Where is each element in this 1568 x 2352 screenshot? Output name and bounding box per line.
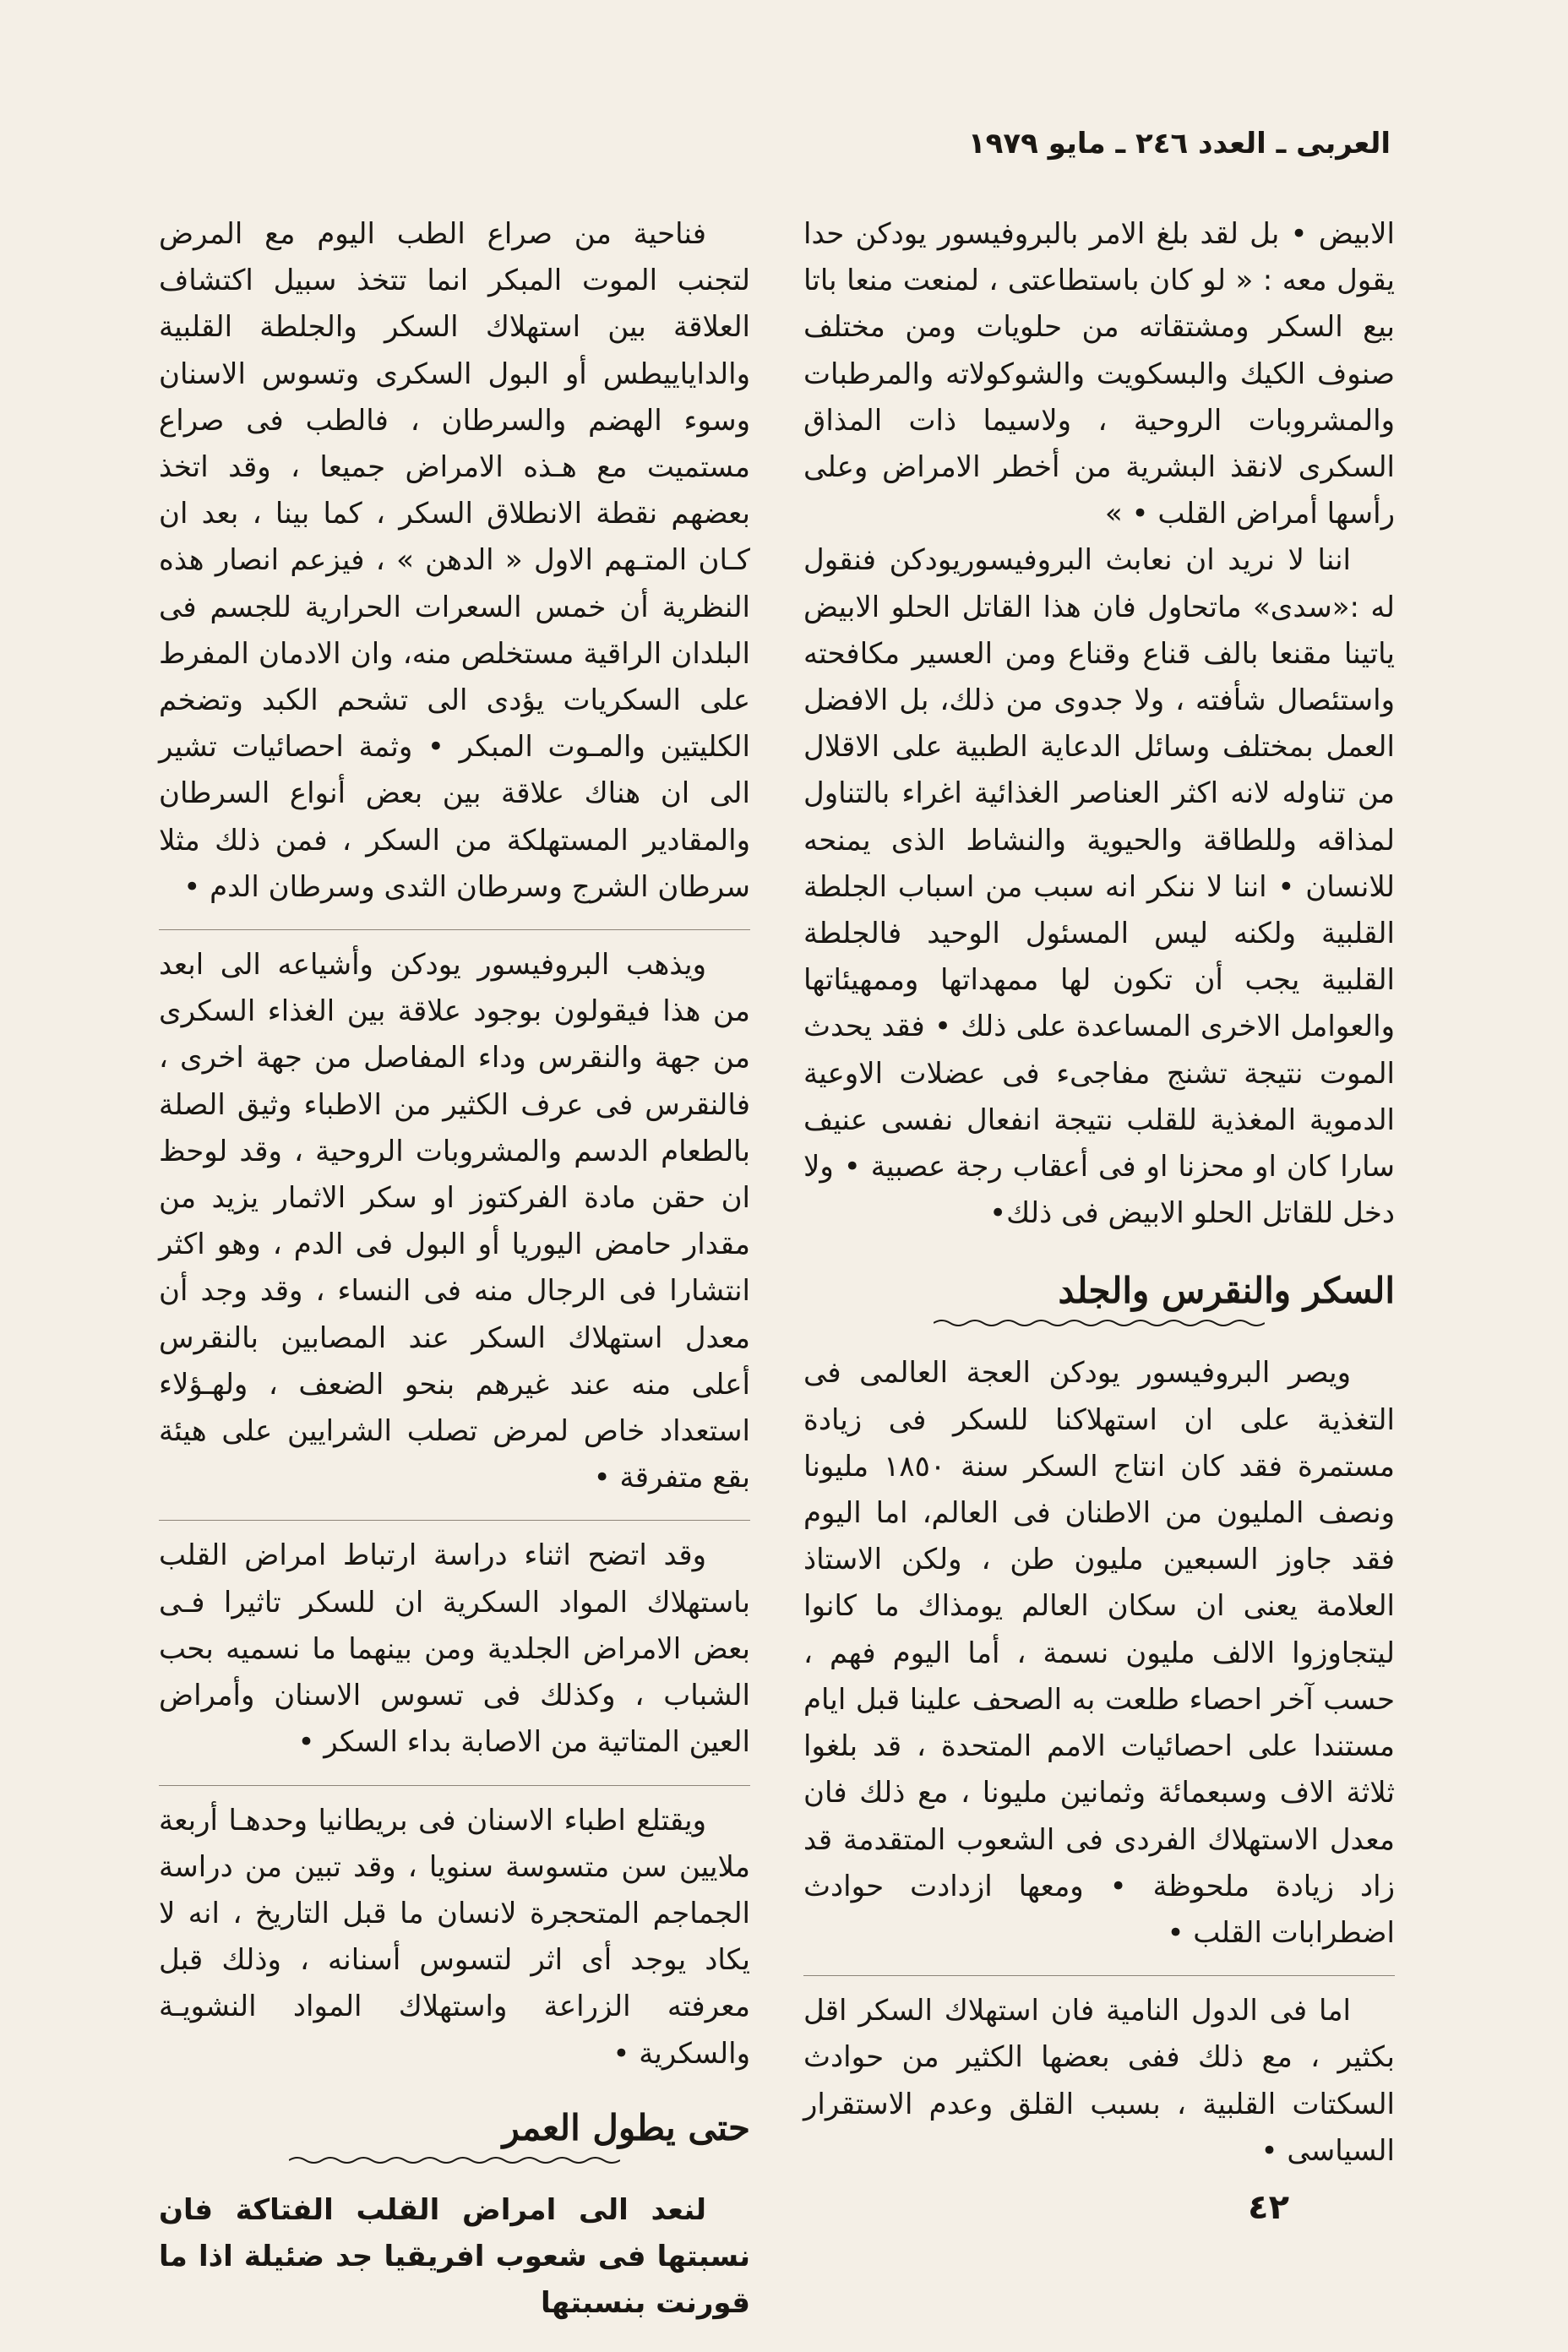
left-column [159,211,750,2327]
article-paragraph: لنعد الى امراض القلب الفتاكة فان نسبتها فى شعوب افريقيا جد ضئيلة اذا ما قورنت بنسبتها [159,2192,750,2321]
article-paragraph: ويصر البروفيسور يودكن العجة العالمى فى التغذية على ان استهلاكنا للسكر فى زيادة مستمرة فقد كان انتاج السكر سنة ١٨٥٠ مليونا ونصف المليون من الاطنان فى العالم، اما اليوم فقد جاوز السبعين مليون طن ، ولكن الاستاذ العلامة يعنى ان سكان العالم يومذاك ما كانوا ليتجاوزوا الالف مليون نسمة ، أما اليوم فهم ، حسب آخر احصاء طلعت به الصحف علينا قبل ايام مستندا على احصائيات الامم المتحدة ، قد بلغوا ثلاثة الاف وسبعمائة وثمانين مليونا ، مع ذلك فان معدل الاستهلاك الفردى فى الشعوب المتقدمة قد زاد زيادة ملحوظة • ومعها ازدادت حوادث اضطرابات القلب • [803,1356,1395,1950]
section-heading [803,1266,1395,1328]
heading-wavy-rule [289,2155,620,2165]
article-paragraph: الابيض • بل لقد بلغ الامر بالبروفيسور يودكن حدا يقول معه : « لو كان باستطاعتى ، لمنعت منعا باتا بيع السكر ومشتقاته من حلويات ومن مختلف صنوف الكيك والبسكويت والشوكولاته والمرطبات والمشروبات الروحية ، ولاسيما ذات المذاق السكرى لانقذ البشرية من أخطر الامراض وعلى رأسها أمراض القلب • » [803,217,1395,531]
section-heading [159,2103,750,2165]
article-paragraph: اننا لا نريد ان نعابث البروفيسوريودكن فنقول له :«سدى» ماتحاول فان هذا القاتل الحلو الابيض ياتينا مقنعا بالف قناع وقناع ومن العسير مكافحته واستئصال شأفته ، ولا جدوى من ذلك، بل الافضل العمل بمختلف وسائل الدعاية الطبية على الاقلال من تناوله لانه اكثر العناصر الغذائية اغراء بالتناول لمذاقه وللطاقة والحيوية والنشاط الذى يمنحه للانسان • اننا لا ننكر انه سبب من اسباب الجلطة القلبية ولكنه ليس المسئول الوحيد فالجلطة القلبية يجب أن تكون لها ممهداتها وممهيئاتها والعوامل الاخرى المساعدة على ذلك • فقد يحدث الموت نتيجة تشنج مفاجىء فى عضلات الاوعية الدموية المغذية للقلب نتيجة انفعال نفسى عنيف سارا كان او محزنا او فى أعقاب رجة عصبية • ولا دخل للقاتل الحلو الابيض فى ذلك• [803,543,1395,1231]
right-column [803,211,1395,2175]
page-number: ٤٢ [1248,2188,1289,2227]
article-paragraph: فناحية من صراع الطب اليوم مع المرض لتجنب الموت المبكر انما تتخذ سبيل اكتشاف العلاقة بين استهلاك السكر والجلطة القلبية والداياييطس أو البول السكرى وتسوس الاسنان وسوء الهضم والسرطان ، فالطب فى صراع مستميت مع هـذه الامراض جميعا ، وقد اتخذ بعضهم نقطة الانطلاق السكر ، كما بينا ، بعد ان كـان المتـهم الاول « الدهن » ، فيزعم انصار هذه النظرية أن خمس السعرات الحرارية للجسم فى البلدان الراقية مستخلص منه، وان الادمان المفرط على السكريات يؤدى الى تشحم الكبد وتضخم الكليتين والمـوت المبكر • وثمة احصائيات تشير الى ان هناك علاقة بين بعض أنواع السرطان والمقادير المستهلكة من السكر ، فمن ذلك مثلا سرطان الشرج وسرطان الثدى وسرطان الدم • [159,217,750,904]
article-paragraph: ويقتلع اطباء الاسنان فى بريطانيا وحدهـا أربعة ملايين سن متسوسة سنويا ، وقد تبين من دراسة الجماجم المتحجرة لانسان ما قبل التاريخ ، انه لا يكاد يوجد أى اثر لتسوس أسنانه ، وذلك قبل معرفته الزراعة واستهلاك المواد النشويـة والسكرية • [159,1785,750,2077]
running-head: العربى ـ العدد ٢٤٦ ـ مايو ١٩٧٩ [967,127,1391,161]
article-paragraph: اما فى الدول النامية فان استهلاك السكر اقل بكثير ، مع ذلك ففى بعضها الكثير من حوادث السكتات القلبية ، بسبب القلق وعدم الاستقرار السياسى • [803,1975,1395,2175]
heading-wavy-rule [934,1318,1265,1328]
section-heading-text: حتى يطول العمر [502,2106,750,2148]
section-heading-text: السكر والنقرس والجلد [1058,1270,1395,1312]
article-paragraph: ويذهب البروفيسور يودكن وأشياعه الى ابعد من هذا فيقولون بوجود علاقة بين الغذاء السكرى من جهة والنقرس وداء المفاصل من جهة اخرى ، فالنقرس فى عرف الكثير من الاطباء وثيق الصلة بالطعام الدسم والمشروبات الروحية ، وقد لوحظ ان حقن مادة الفركتوز او سكر الاثمار يزيد من مقدار حامض اليوريا أو البول فى الدم ، وهو اكثر انتشارا فى الرجال منه فى النساء ، وقد وجد أن معدل استهلاك السكر عند المصابين بالنقرس أعلى منه عند غيرهم بنحو الضعف ، ولهـؤلاء استعداد خاص لمرض تصلب الشرايين على هيئة بقع متفرقة • [159,929,750,1501]
article-paragraph: وقد اتضح اثناء دراسة ارتباط امراض القلب باستهلاك المواد السكرية ان للسكر تاثيرا فـى بعض الامراض الجلدية ومن بينهما ما نسميه بحب الشباب ، وكذلك فى تسوس الاسنان وأمراض العين المتاتية من الاصابة بداء السكر • [159,1520,750,1766]
